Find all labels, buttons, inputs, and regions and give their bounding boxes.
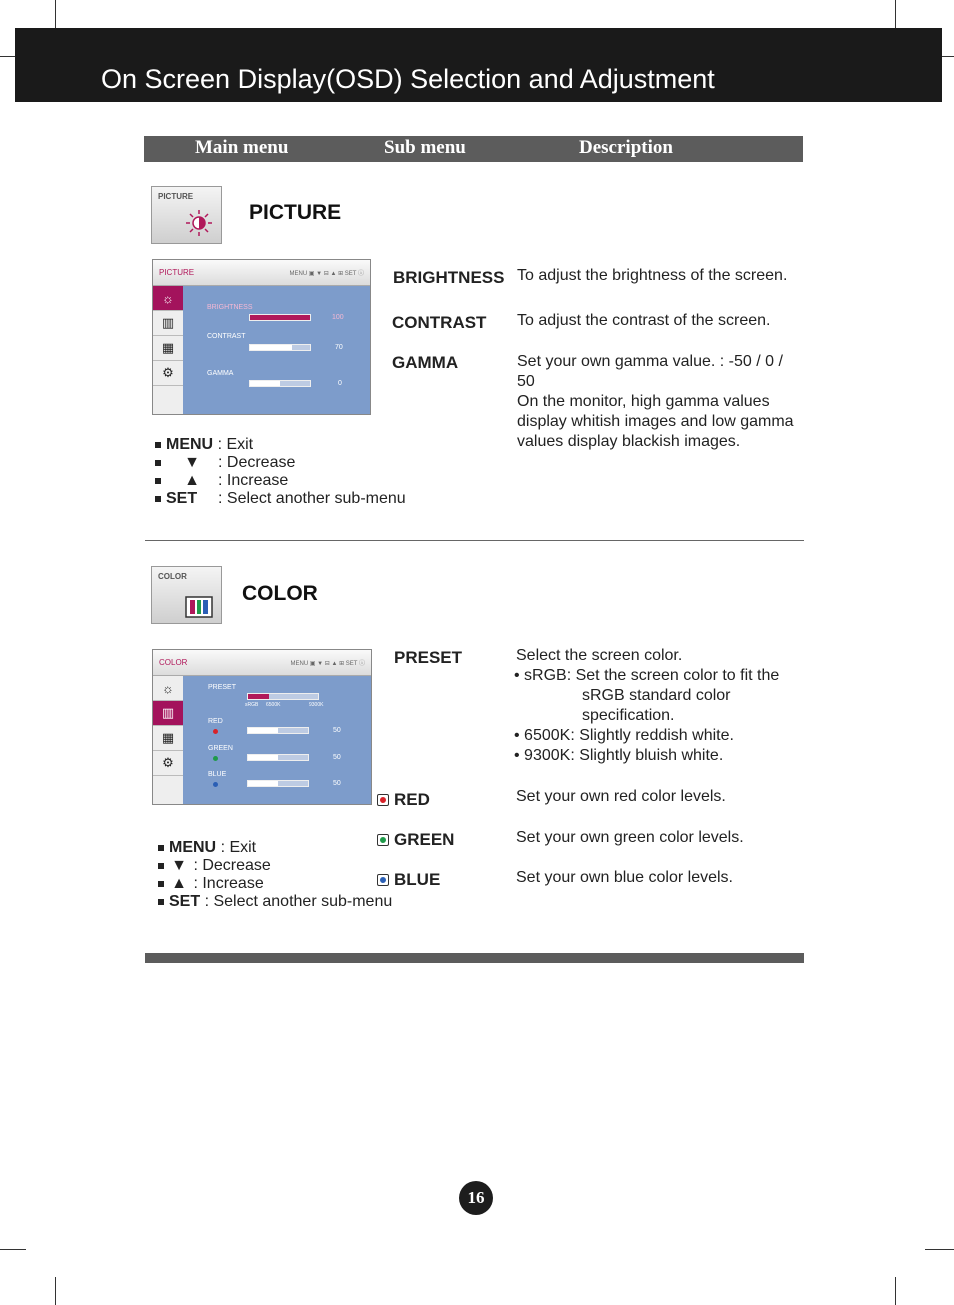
osd-item-label: GAMMA: [207, 370, 234, 377]
osd-item-label: GREEN: [208, 745, 233, 752]
osd-key-hints: MENU ▣ ▼ ⊟ ▲ ⊞ SET ⓘ: [290, 661, 365, 667]
legend-key: ▲: [171, 875, 187, 892]
color-section-title: COLOR: [242, 582, 318, 605]
legend-text: : Decrease: [218, 454, 296, 471]
color-bars-icon: ▥: [153, 701, 183, 726]
submenu-preset: PRESET: [394, 648, 463, 667]
sun-icon: ☼: [153, 286, 183, 311]
legend-text: : Decrease: [193, 857, 271, 874]
osd-key-hints: MENU ▣ ▼ ⊟ ▲ ⊞ SET ⓘ: [289, 271, 364, 277]
osd-slider-brightness: [249, 314, 311, 321]
crop-mark: [895, 1277, 896, 1305]
color-icon-label: COLOR: [158, 572, 187, 581]
osd-header: [153, 260, 370, 286]
color-osd-screenshot: [152, 649, 372, 805]
page-title: On Screen Display(OSD) Selection and Adjustment: [101, 64, 715, 94]
submenu-contrast: CONTRAST: [392, 313, 487, 332]
desc-line: display whitish images and low gamma: [517, 413, 794, 430]
osd-sidebar: [153, 676, 183, 804]
submenu-label: BLUE: [394, 870, 441, 889]
color-menu-icon-box: [151, 566, 222, 624]
page-number: 16: [459, 1181, 493, 1215]
desc-brightness: To adjust the brightness of the screen.: [517, 267, 788, 284]
osd-panel: [183, 676, 371, 804]
desc-line: • 9300K: Slightly bluish white.: [514, 747, 724, 764]
desc-gamma: [517, 352, 817, 452]
osd-slider-contrast: [249, 344, 311, 351]
picture-osd-screenshot: [152, 259, 371, 415]
column-description: Description: [579, 137, 673, 158]
osd-item-value: 0: [338, 380, 342, 387]
tracking-icon: ▦: [153, 336, 183, 361]
osd-title: COLOR: [159, 658, 188, 667]
osd-item-label: CONTRAST: [207, 333, 246, 340]
column-main-menu: Main menu: [195, 137, 289, 158]
red-dot-icon: [213, 729, 218, 734]
crop-mark: [925, 1249, 954, 1250]
picture-menu-icon-box: [151, 186, 222, 244]
gear-icon: ⚙: [153, 361, 183, 386]
osd-title: PICTURE: [159, 268, 195, 277]
color-key-legend: [158, 839, 408, 911]
desc-line: sRGB standard color: [582, 687, 731, 704]
osd-item-value: 50: [333, 754, 341, 761]
legend-text: : Exit: [217, 436, 254, 453]
color-bars-icon: ▥: [153, 311, 183, 336]
osd-slider-gamma: [249, 380, 311, 387]
osd-slider-red: [247, 727, 309, 734]
osd-preset-slider: [247, 693, 319, 700]
crop-mark: [942, 56, 954, 57]
color-bars-icon: [185, 596, 213, 618]
desc-line: • 6500K: Slightly reddish white.: [514, 727, 734, 744]
section-divider: [145, 540, 804, 541]
green-dot-icon: [213, 756, 218, 761]
legend-key: ▼: [184, 454, 200, 471]
bottom-bar: [145, 953, 804, 963]
desc-red: Set your own red color levels.: [516, 788, 726, 805]
submenu-red: [377, 790, 430, 810]
picture-icon-label: PICTURE: [158, 192, 194, 201]
sun-icon: ☼: [153, 676, 183, 701]
submenu-label: GREEN: [394, 830, 455, 849]
red-chip-icon: [377, 794, 389, 806]
brightness-icon: [185, 209, 213, 237]
legend-text: : Select another sub-menu: [218, 490, 406, 507]
desc-blue: Set your own blue color levels.: [516, 869, 733, 886]
desc-line: Select the screen color.: [516, 647, 683, 664]
legend-key: MENU: [169, 839, 217, 856]
osd-item-label: BRIGHTNESS: [207, 304, 253, 311]
column-sub-menu: Sub menu: [384, 137, 466, 158]
osd-panel: [183, 286, 370, 414]
preset-tick: sRGB: [245, 702, 259, 708]
osd-sidebar: [153, 286, 183, 414]
header-bar: [15, 28, 942, 102]
blue-dot-icon: [213, 782, 218, 787]
submenu-label: RED: [394, 790, 430, 809]
legend-key: MENU: [166, 436, 214, 453]
osd-item-label: BLUE: [208, 771, 227, 778]
desc-line: values display blackish images.: [517, 433, 741, 450]
legend-text: : Increase: [193, 875, 264, 892]
legend-key: SET: [166, 490, 198, 507]
preset-tick: 9300K: [309, 702, 324, 708]
desc-green: Set your own green color levels.: [516, 829, 744, 846]
crop-mark: [0, 56, 15, 57]
picture-key-legend: [155, 436, 415, 508]
column-header-bar: [144, 136, 803, 162]
osd-preset-label: PRESET: [208, 684, 237, 691]
picture-section-title: PICTURE: [249, 201, 342, 224]
crop-mark: [55, 1277, 56, 1305]
osd-item-value: 50: [333, 780, 341, 787]
desc-line: specification.: [582, 707, 675, 724]
submenu-gamma: GAMMA: [392, 353, 459, 372]
legend-text: : Increase: [218, 472, 289, 489]
desc-line: Set your own gamma value. : -50 / 0 /: [517, 353, 783, 370]
legend-key: SET: [169, 893, 201, 910]
tracking-icon: ▦: [153, 726, 183, 751]
legend-key: ▼: [171, 857, 187, 874]
legend-text: : Exit: [220, 839, 257, 856]
legend-key: ▲: [184, 472, 200, 489]
crop-mark: [55, 0, 56, 28]
desc-line: • sRGB: Set the screen color to fit the: [514, 667, 780, 684]
desc-contrast: To adjust the contrast of the screen.: [517, 312, 771, 329]
crop-mark: [895, 0, 896, 28]
osd-header: [153, 650, 371, 676]
desc-preset: [516, 646, 816, 766]
osd-slider-blue: [247, 780, 309, 787]
legend-text: : Select another sub-menu: [204, 893, 393, 910]
osd-item-value: 50: [333, 727, 341, 734]
gear-icon: ⚙: [153, 751, 183, 776]
crop-mark: [0, 1249, 26, 1250]
osd-item-value: 70: [335, 344, 343, 351]
desc-line: 50: [517, 373, 535, 390]
preset-tick: 6500K: [266, 702, 281, 708]
osd-slider-green: [247, 754, 309, 761]
submenu-brightness: BRIGHTNESS: [393, 268, 505, 287]
desc-line: On the monitor, high gamma values: [517, 393, 770, 410]
osd-item-label: RED: [208, 718, 223, 725]
osd-item-value: 100: [332, 314, 344, 321]
